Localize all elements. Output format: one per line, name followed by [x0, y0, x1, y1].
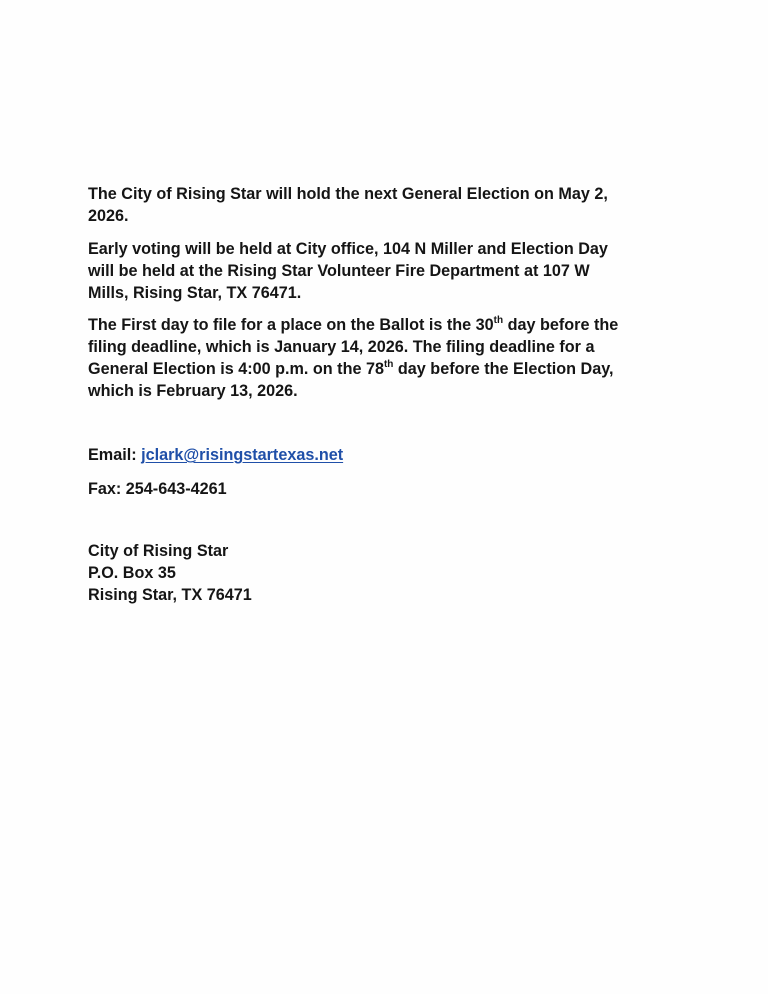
election-date-paragraph	[88, 183, 688, 227]
text-line: will be held at the Rising Star Volunteer Fire Department at 107 W	[88, 262, 590, 280]
fax-label: Fax:	[88, 480, 126, 498]
text-line: The City of Rising Star will hold the next General Election on May 2,	[88, 185, 608, 203]
text-fragment: day before the	[503, 316, 619, 334]
text-line: which is February 13, 2026.	[88, 382, 298, 400]
mailing-address	[88, 540, 688, 606]
email-link[interactable]: jclark@risingstartexas.net	[141, 446, 344, 464]
text-fragment: The First day to file for a place on the Ballot is the 30	[88, 316, 494, 334]
voting-location-paragraph	[88, 238, 688, 304]
text-line: filing deadline, which is January 14, 2026. The filing deadline for a	[88, 338, 595, 356]
text-fragment: General Election is 4:00 p.m. on the 78	[88, 360, 384, 378]
filing-deadline-paragraph	[88, 314, 688, 402]
address-line: City of Rising Star	[88, 542, 229, 560]
text-fragment: day before the Election Day,	[393, 360, 614, 378]
fax-contact	[88, 478, 688, 500]
ordinal-suffix: th	[383, 358, 394, 370]
text-line: Mills, Rising Star, TX 76471.	[88, 284, 302, 302]
fax-number: 254-643-4261	[125, 480, 227, 498]
address-line: Rising Star, TX 76471	[88, 586, 252, 604]
ordinal-suffix: th	[493, 314, 504, 326]
text-line: 2026.	[88, 207, 129, 225]
email-contact	[88, 444, 688, 466]
address-line: P.O. Box 35	[88, 564, 176, 582]
text-line: Early voting will be held at City office, 104 N Miller and Election Day	[88, 240, 608, 258]
text-line	[88, 314, 688, 336]
text-line	[88, 358, 688, 380]
email-label: Email:	[88, 446, 142, 464]
